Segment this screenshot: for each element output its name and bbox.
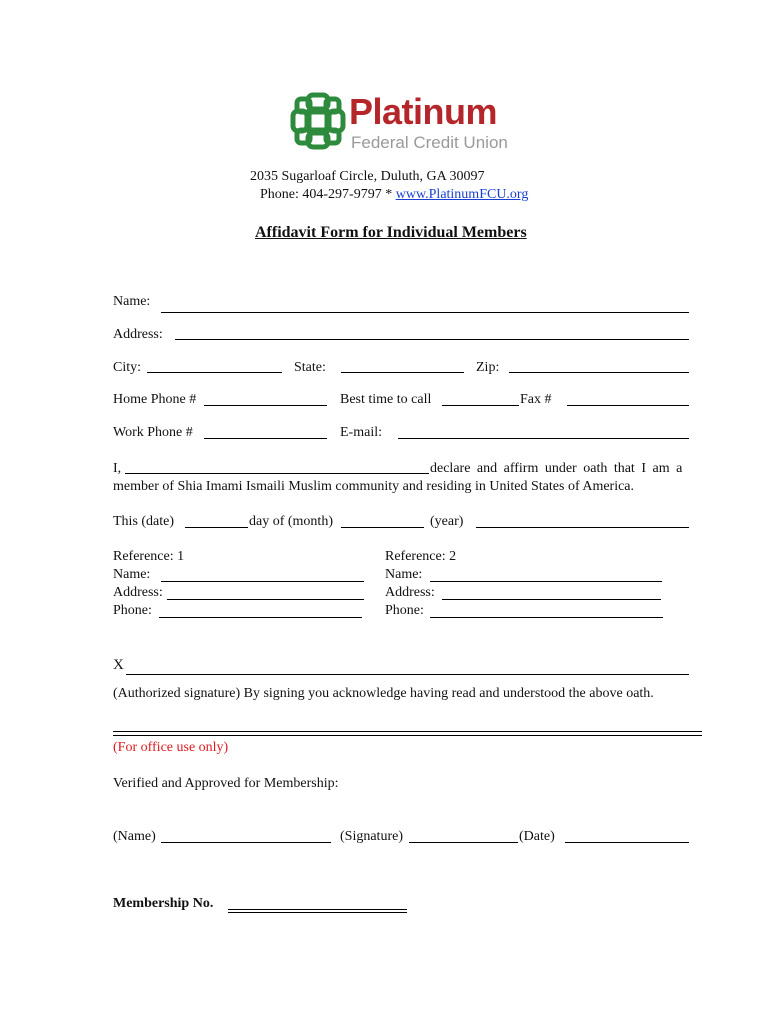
reference1-heading: Reference: 1 xyxy=(113,549,185,564)
oath-prefix: I, xyxy=(113,461,122,476)
fax-label: Fax # xyxy=(520,392,552,407)
membership-no-field[interactable] xyxy=(228,909,407,913)
membership-no-label: Membership No. xyxy=(113,896,214,911)
logo-emblem xyxy=(290,92,346,150)
year-label: (year) xyxy=(430,514,464,529)
month-field[interactable] xyxy=(341,527,424,528)
reference1-phone-label: Phone: xyxy=(113,603,152,618)
office-name-field[interactable] xyxy=(161,842,331,843)
oath-line2: member of Shia Imami Ismaili Muslim community and residing in United States of America. xyxy=(113,479,635,494)
org-contact xyxy=(260,186,528,204)
office-signature-field[interactable] xyxy=(409,842,518,843)
oath-name-field[interactable] xyxy=(125,473,429,474)
year-field[interactable] xyxy=(476,527,689,528)
reference2-phone-label: Phone: xyxy=(385,603,424,618)
reference2-heading: Reference: 2 xyxy=(385,549,457,564)
day-of-month-label: day of (month) xyxy=(249,514,333,529)
reference1-name-field[interactable] xyxy=(161,581,364,582)
office-name-label: (Name) xyxy=(113,829,156,844)
reference2-phone-field[interactable] xyxy=(430,617,663,618)
reference1-address-field[interactable] xyxy=(167,599,364,600)
reference2-address-field[interactable] xyxy=(442,599,661,600)
reference1-address-label: Address: xyxy=(113,585,163,600)
home-phone-field[interactable] xyxy=(204,405,327,406)
org-address: 2035 Sugarloaf Circle, Duluth, GA 30097 xyxy=(250,169,485,184)
zip-label: Zip: xyxy=(476,360,500,375)
office-date-field[interactable] xyxy=(565,842,689,843)
logo-subtitle: Federal Credit Union xyxy=(351,133,508,152)
home-phone-label: Home Phone # xyxy=(113,392,197,407)
logo-name: Platinum xyxy=(349,91,498,132)
reference2-address-label: Address: xyxy=(385,585,435,600)
email-label: E-mail: xyxy=(340,425,382,440)
phone-text: Phone: 404-297-9797 * xyxy=(260,187,396,202)
oath-line1: declare and affirm under oath that I am a xyxy=(430,461,683,476)
city-label: City: xyxy=(113,360,142,375)
address-label: Address: xyxy=(113,327,163,342)
city-field[interactable] xyxy=(147,372,282,373)
office-divider xyxy=(113,731,702,736)
best-time-label: Best time to call xyxy=(340,392,432,407)
form-title: Affidavit Form for Individual Members xyxy=(255,224,527,241)
zip-field[interactable] xyxy=(509,372,689,373)
work-phone-label: Work Phone # xyxy=(113,425,193,440)
reference2-name-field[interactable] xyxy=(430,581,662,582)
state-label: State: xyxy=(294,360,326,375)
name-label: Name: xyxy=(113,294,151,309)
office-use-label: (For office use only) xyxy=(113,740,229,755)
office-date-label: (Date) xyxy=(519,829,555,844)
state-field[interactable] xyxy=(341,372,464,373)
website-link[interactable]: www.PlatinumFCU.org xyxy=(395,187,529,202)
email-field[interactable] xyxy=(398,438,689,439)
reference1-phone-field[interactable] xyxy=(159,617,362,618)
this-date-label: This (date) xyxy=(113,514,175,529)
signature-field[interactable] xyxy=(126,674,689,675)
work-phone-field[interactable] xyxy=(204,438,327,439)
fax-field[interactable] xyxy=(567,405,689,406)
address-field[interactable] xyxy=(175,339,689,340)
best-time-field[interactable] xyxy=(442,405,519,406)
reference1-name-label: Name: xyxy=(113,567,151,582)
office-signature-label: (Signature) xyxy=(340,829,403,844)
date-field[interactable] xyxy=(185,527,248,528)
name-field[interactable] xyxy=(161,312,689,313)
reference2-name-label: Name: xyxy=(385,567,423,582)
signature-x: X xyxy=(113,657,124,673)
signature-note: (Authorized signature) By signing you acknowledge having read and understood the above oath. xyxy=(113,686,654,701)
verified-label: Verified and Approved for Membership: xyxy=(113,776,339,791)
